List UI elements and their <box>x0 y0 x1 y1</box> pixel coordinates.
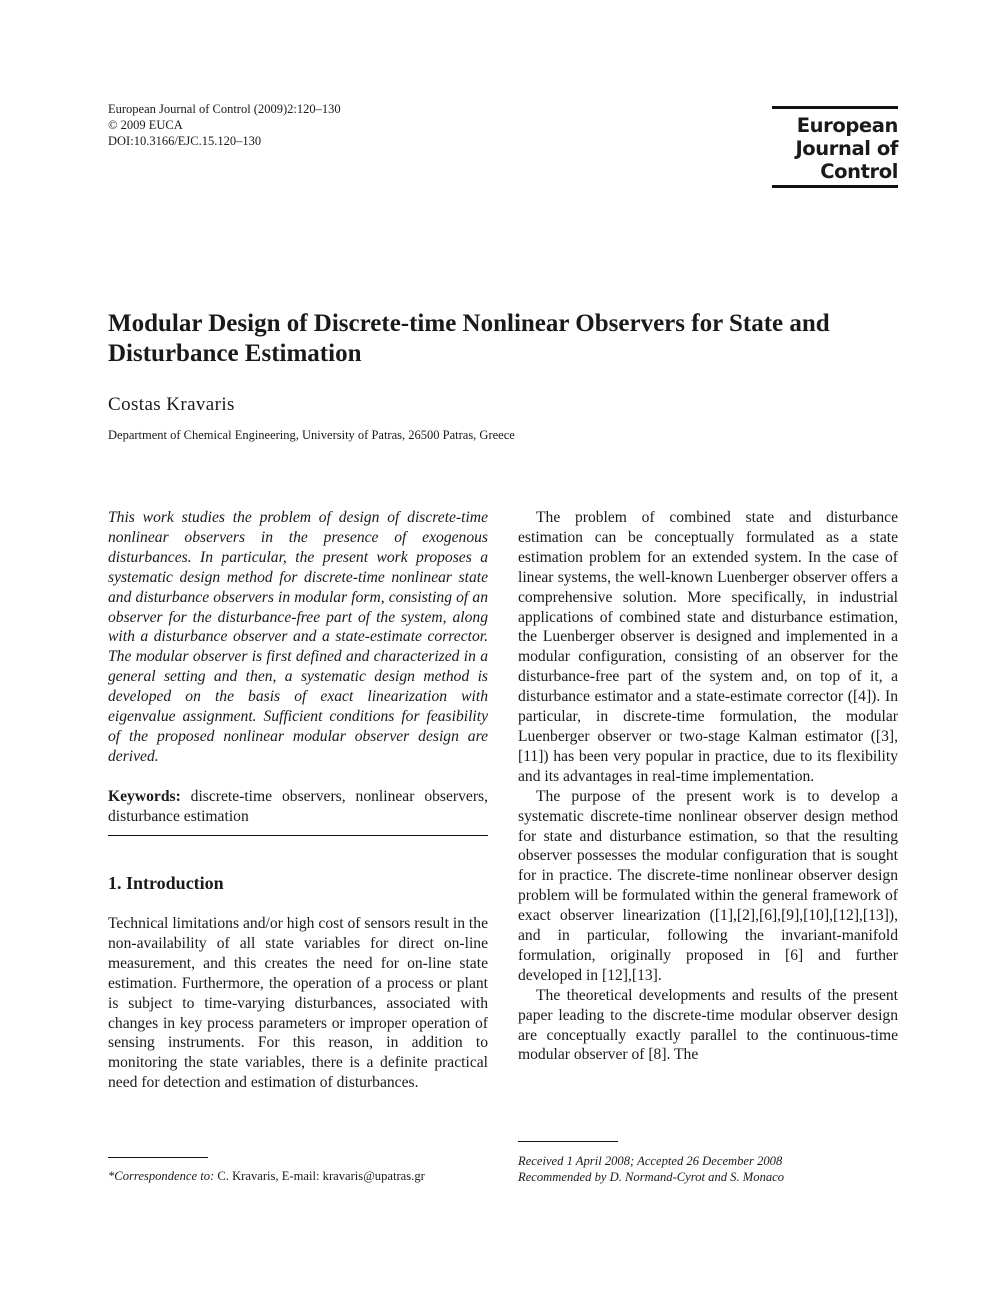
footnote-divider-right <box>518 1141 618 1142</box>
history-footnote <box>518 1153 784 1185</box>
paragraph: The problem of combined state and disturbance estimation can be conceptually formulated as a state estimation problem for an extended system. In the case of linear systems, the well-known Luenberger observer offers a comprehensive solution. More specifically, in industrial applications of combined state and disturbance estimation, the Luenberger observer is designed and implemented in a modular configuration, consisting of an observer for the disturbance-free part of the system and, on top of it, a disturbance estimator and a state-estimate corrector ([4]). In particular, in discrete-time formulation, the modular Luenberger observer or two-stage Kalman estimator ([3], [11]) has been very popular in practice, due to its flexibility and its advantages in real-time implementation. <box>518 509 898 785</box>
citation: European Journal of Control (2009)2:120–130 <box>108 102 341 116</box>
author-name: Costas Kravaris <box>108 394 235 415</box>
intro-paragraph: Technical limitations and/or high cost of sensors result in the non-availability of all state variables for direct on-line measurement, and this creates the need for on-line state estimation. Furthermore, the operation of a process or plant is subject to time-varying disturbances, associated with changes in key process parameters or improper operation of sensing instruments. For this reason, in addition to monitoring the state variables, there is a definite practical need for detection and estimation of disturbances. <box>108 915 488 1092</box>
footnote-divider-left <box>108 1157 208 1158</box>
recommended-line: Recommended by D. Normand-Cyrot and S. Monaco <box>518 1170 785 1184</box>
copyright: © 2009 EUCA <box>108 118 183 132</box>
journal-logo <box>772 106 898 188</box>
received-line: Received 1 April 2008; Accepted 26 December 2008 <box>518 1154 783 1168</box>
affiliation: Department of Chemical Engineering, University of Patras, 26500 Patras, Greece <box>108 428 515 442</box>
paragraph: The theoretical developments and results of the present paper leading to the discrete-time modular observer design are conceptually exactly parallel to the continuous-time modular observer of [8]. The <box>518 986 898 1064</box>
journal-meta <box>108 101 341 149</box>
abstract-divider <box>108 835 488 836</box>
logo-line: Journal of <box>795 137 898 160</box>
correspondence-label: *Correspondence to: <box>108 1169 215 1183</box>
section-heading: 1. Introduction <box>108 873 224 893</box>
correspondence-footnote <box>108 1168 425 1184</box>
logo-line: Control <box>820 160 898 183</box>
doi: DOI:10.3166/EJC.15.120–130 <box>108 134 262 148</box>
keywords-text: discrete-time observers, nonlinear observers, disturbance estimation <box>108 788 488 825</box>
logo-line: European <box>796 114 898 137</box>
paper-title: Modular Design of Discrete-time Nonlinear Observers for State and Disturbance Estimation <box>108 310 830 367</box>
paragraph: The purpose of the present work is to develop a systematic discrete-time nonlinear observer design method for state and disturbance estimation, so that the resulting observer possesses the modular configuration that is sought for in practice. The discrete-time nonlinear observer design problem will be formulated within the general framework of exact observer linearization ([1],[2],[6],[9],[10],[12],[13]), and in particular, following the invariant-manifold formulation, originally proposed in [6] and further developed in [12],[13]. <box>518 787 898 984</box>
keywords <box>108 787 488 827</box>
keywords-label: Keywords: <box>108 788 181 805</box>
abstract: This work studies the problem of design of discrete-time nonlinear observers in the presence of exogenous disturbances. In particular, the present work proposes a systematic design method for discrete-time nonlinear state and disturbance observers in modular form, consisting of an observer for the disturbance-free part of the system, along with a disturbance observer and a state-estimate corrector. The modular observer is first defined and characterized in a general setting and then, a systematic design method is developed on the basis of exact linearization with eigenvalue assignment. Sufficient conditions for feasibility of the proposed nonlinear modular observer design are derived. <box>108 509 488 765</box>
right-column <box>518 508 898 1065</box>
correspondence-text: C. Kravaris, E-mail: kravaris@upatras.gr <box>217 1169 425 1183</box>
